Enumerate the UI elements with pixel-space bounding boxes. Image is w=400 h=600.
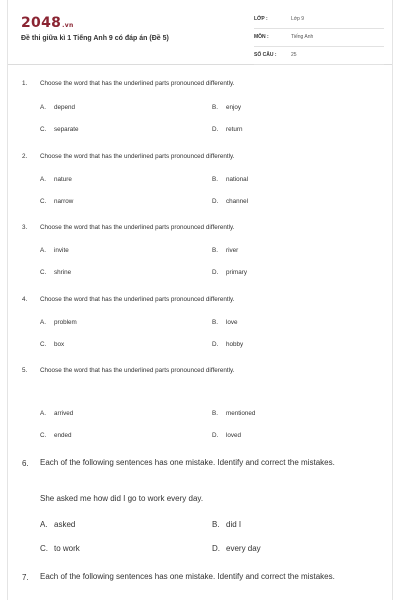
meta-value: Lớp 9 bbox=[291, 16, 305, 22]
option-d[interactable]: D. every day bbox=[212, 544, 261, 553]
meta-value: Tiếng Anh bbox=[291, 34, 314, 40]
option-d[interactable]: D. hobby bbox=[212, 341, 244, 348]
meta-subject bbox=[254, 31, 384, 47]
exam-header bbox=[8, 0, 392, 65]
option-b[interactable]: B. river bbox=[212, 247, 239, 254]
exam-meta bbox=[254, 13, 384, 67]
option-c[interactable]: C. to work bbox=[40, 544, 80, 553]
meta-label: LỚP : bbox=[254, 16, 268, 22]
exam-title: Đề thi giữa kì 1 Tiếng Anh 9 có đáp án (Đề 5) bbox=[21, 35, 169, 42]
option-c[interactable]: C. narrow bbox=[40, 198, 74, 205]
option-a[interactable]: A. problem bbox=[40, 319, 77, 326]
question-text: Choose the word that has the underlined parts pronounced differently. bbox=[40, 153, 235, 160]
question-number: 7. bbox=[22, 573, 29, 582]
option-d[interactable]: D. channel bbox=[212, 198, 249, 205]
question-text: Choose the word that has the underlined parts pronounced differently. bbox=[40, 296, 235, 303]
option-b[interactable]: B. love bbox=[212, 319, 238, 326]
question-sentence: She asked me how did I go to work every day. bbox=[40, 494, 204, 503]
meta-value: 25 bbox=[291, 52, 297, 58]
question-text: Each of the following sentences has one mistake. Identify and correct the mistakes. bbox=[40, 458, 335, 467]
question-text: Choose the word that has the underlined parts pronounced differently. bbox=[40, 367, 235, 374]
option-b[interactable]: B. mentioned bbox=[212, 410, 256, 417]
option-c[interactable]: C. shrine bbox=[40, 269, 72, 276]
question-number: 5. bbox=[22, 367, 28, 374]
meta-label: SỐ CÂU : bbox=[254, 52, 277, 58]
option-c[interactable]: C. separate bbox=[40, 126, 79, 133]
question-number: 6. bbox=[22, 459, 29, 468]
meta-grade bbox=[254, 13, 384, 29]
option-a[interactable]: A. nature bbox=[40, 176, 72, 183]
option-a[interactable]: A. depend bbox=[40, 104, 76, 111]
option-b[interactable]: B. national bbox=[212, 176, 249, 183]
option-a[interactable]: A. arrived bbox=[40, 410, 74, 417]
option-c[interactable]: C. ended bbox=[40, 432, 72, 439]
question-text: Choose the word that has the underlined parts pronounced differently. bbox=[40, 80, 235, 87]
meta-label: MÔN : bbox=[254, 34, 269, 40]
option-b[interactable]: B. enjoy bbox=[212, 104, 242, 111]
meta-question-count bbox=[254, 49, 384, 65]
option-a[interactable]: A. invite bbox=[40, 247, 69, 254]
option-c[interactable]: C. box bbox=[40, 341, 65, 348]
option-d[interactable]: D. primary bbox=[212, 269, 247, 276]
question-number: 3. bbox=[22, 224, 28, 231]
exam-page bbox=[7, 0, 393, 600]
site-logo[interactable]: 2048.vn bbox=[21, 15, 74, 31]
option-a[interactable]: A. asked bbox=[40, 520, 76, 529]
question-text: Each of the following sentences has one mistake. Identify and correct the mistakes. bbox=[40, 572, 335, 581]
option-d[interactable]: D. loved bbox=[212, 432, 242, 439]
option-b[interactable]: B. did I bbox=[212, 520, 242, 529]
option-d[interactable]: D. return bbox=[212, 126, 243, 133]
question-number: 4. bbox=[22, 296, 28, 303]
question-number: 1. bbox=[22, 80, 28, 87]
question-number: 2. bbox=[22, 153, 28, 160]
question-text: Choose the word that has the underlined parts pronounced differently. bbox=[40, 224, 235, 231]
